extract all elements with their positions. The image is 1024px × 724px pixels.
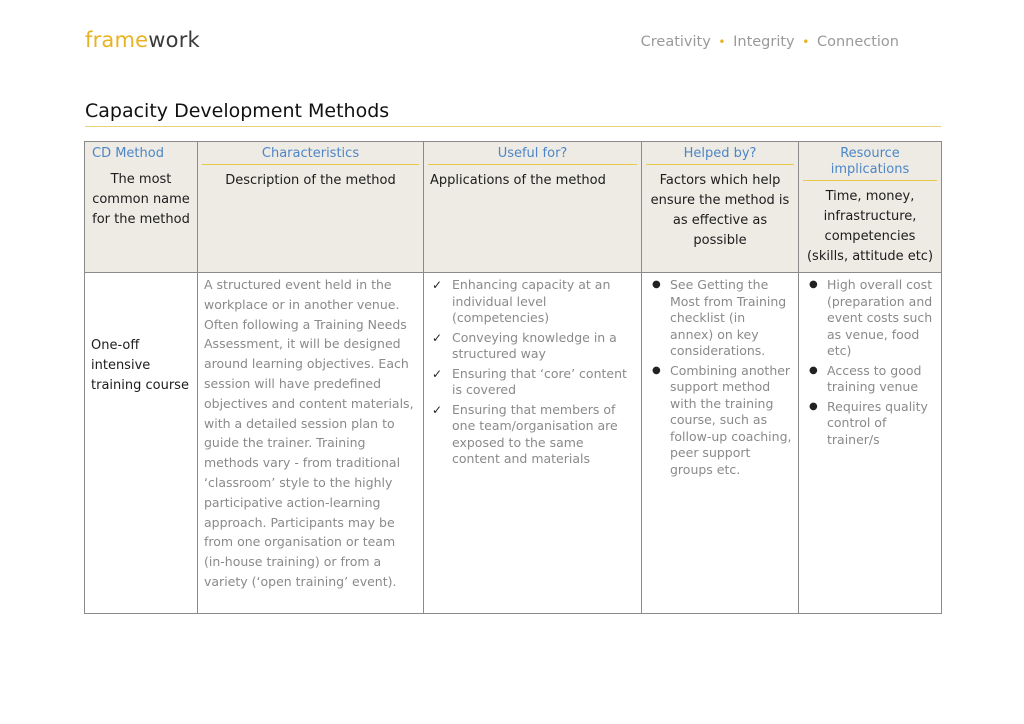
list-item-text: See Getting the Most from Training checklist (in annex) on key considerations.: [670, 277, 787, 358]
table-header-row: [85, 142, 942, 273]
tagline-separator: •: [718, 35, 726, 49]
useful-cell: [424, 273, 642, 614]
checkmark-icon: ✓: [432, 330, 443, 345]
bullet-icon: ●: [652, 364, 661, 376]
list-item-text: Conveying knowledge in a structured way: [452, 329, 617, 361]
header-cell-method: [85, 142, 198, 273]
bullet-icon: ●: [809, 400, 818, 412]
list-item-text: Combining another support method with the training course, such as follow-up coaching, peer support groups etc.: [670, 362, 792, 477]
resource-cell: [799, 273, 942, 614]
description-cell: [198, 273, 424, 614]
page-title: Capacity Development Methods: [85, 100, 390, 122]
header-sub-characteristics: Description of the method: [225, 173, 396, 188]
list-item: [430, 330, 635, 363]
method-description: A structured event held in the workplace or in another venue. Often following a Training Needs Assessment, it will be designed around learning objectives. Each session will have predefined objectives and content materials, with a detailed session plan to guide the trainer. Training methods vary - from traditional ‘classroom’ style to the highly participative action-learning approach. Participants may be from one organisation or team (in-house training) or from a variety (‘open training’ event).: [204, 277, 414, 589]
list-item: [430, 366, 635, 399]
list-item-text: Enhancing capacity at an individual level (competencies): [452, 277, 611, 325]
method-cell: [85, 273, 198, 614]
checkmark-icon: ✓: [432, 402, 443, 417]
tagline-item: Creativity: [640, 34, 711, 50]
methods-table: [84, 141, 942, 614]
bullet-icon: ●: [652, 279, 661, 290]
method-name: One-off intensive training course: [91, 338, 189, 393]
checkmark-icon: ✓: [432, 278, 443, 292]
helped-list: [642, 273, 798, 478]
useful-list: [424, 273, 641, 468]
list-item: [430, 402, 635, 468]
list-item: [648, 363, 792, 479]
title-divider: [85, 126, 941, 127]
list-item: [805, 363, 935, 396]
header-label-useful: Useful for?: [428, 146, 637, 165]
header-label-method: CD Method: [92, 146, 164, 161]
tagline: [641, 34, 899, 50]
header-sub-resource: Time, money, infrastructure, competencies (skills, attitude etc): [806, 189, 934, 264]
tagline-item: Connection: [816, 34, 899, 50]
tagline-item: Integrity: [733, 34, 795, 50]
resource-list: [799, 273, 941, 448]
brand-logo-part2: work: [148, 28, 200, 52]
list-item-text: Access to good training venue: [827, 362, 922, 394]
helped-cell: [642, 273, 799, 614]
header-cell-helped: [642, 142, 799, 273]
table-row: [85, 273, 942, 614]
list-item-text: Ensuring that members of one team/organisation are exposed to the same content and materials: [452, 401, 618, 466]
header-cell-characteristics: [198, 142, 424, 273]
header-sub-useful: Applications of the method: [430, 173, 606, 188]
bullet-icon: ●: [809, 279, 818, 290]
bullet-icon: ●: [809, 364, 818, 376]
header-label-resource: Resource implications: [803, 146, 937, 181]
list-item: [805, 277, 935, 360]
list-item-text: Ensuring that ‘core’ content is covered: [452, 365, 627, 397]
header-sub-method: The most common name for the method: [92, 172, 190, 227]
header-label-characteristics: Characteristics: [202, 146, 419, 165]
list-item-text: High overall cost (preparation and event costs such as venue, food etc): [827, 277, 933, 358]
tagline-separator: •: [802, 35, 810, 49]
brand-logo-part1: frame: [85, 28, 149, 52]
list-item: [805, 399, 935, 449]
list-item-text: Requires quality control of trainer/s: [827, 398, 928, 447]
header-cell-useful: [424, 142, 642, 273]
header-sub-helped: Factors which help ensure the method is as effective as possible: [650, 173, 790, 248]
list-item: [430, 277, 635, 327]
list-item: [648, 277, 792, 360]
brand-logo: [85, 28, 200, 52]
header-cell-resource: [799, 142, 942, 273]
checkmark-icon: ✓: [432, 366, 443, 381]
header-label-helped: Helped by?: [646, 146, 794, 165]
